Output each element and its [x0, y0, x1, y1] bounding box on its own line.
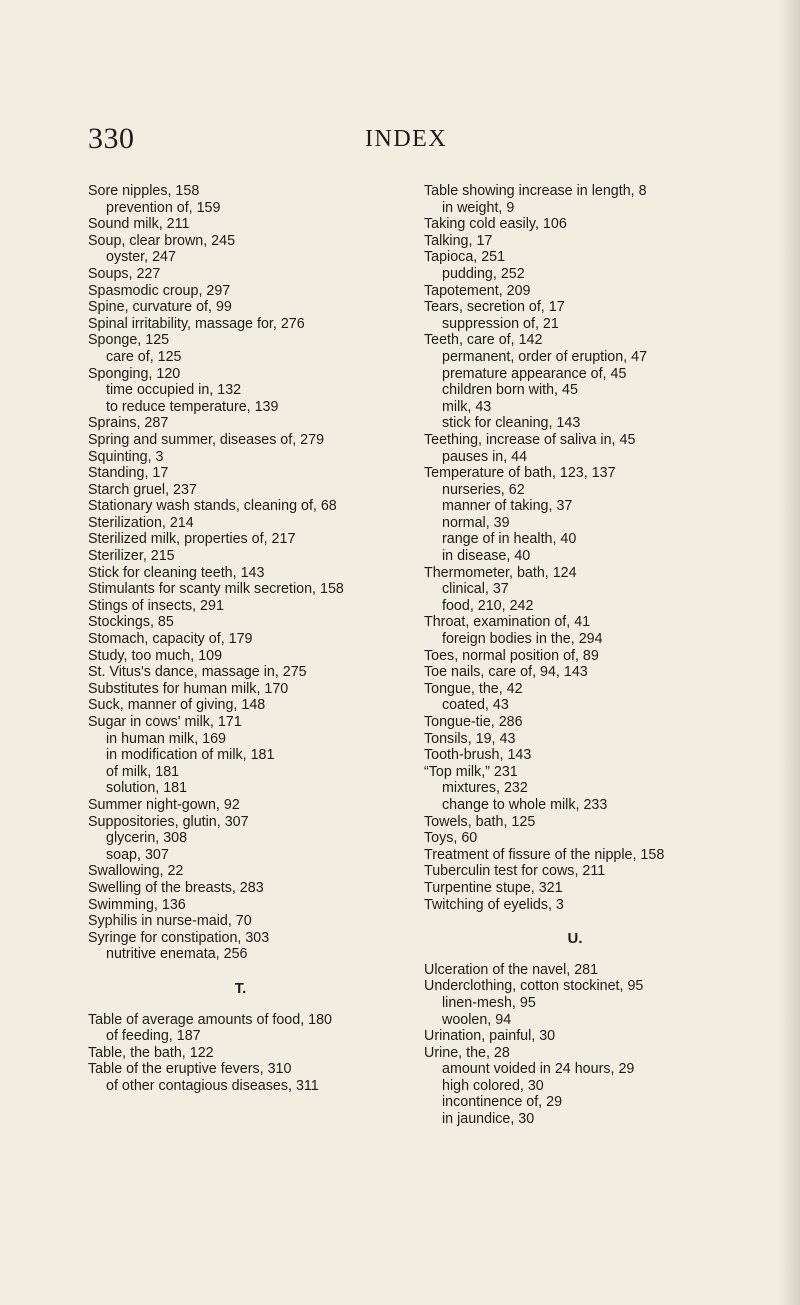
index-entry: Swelling of the breasts, 283 [88, 879, 264, 896]
index-subentry: milk, 43 [442, 398, 492, 415]
index-subentry: glycerin, 308 [106, 830, 188, 847]
index-subentry: care of, 125 [106, 348, 182, 365]
index-entry: Stick for cleaning teeth, 143 [88, 564, 265, 581]
index-entry: Spine, curvature of, 99 [88, 299, 232, 316]
index-entry: Urine, the, 28 [424, 1044, 510, 1061]
index-entry: Treatment of fissure of the nipple, 158 [424, 846, 665, 863]
index-entry: Toes, normal position of, 89 [424, 647, 599, 664]
index-entry: “Top milk,” 231 [424, 763, 518, 780]
index-entry: St. Vitus's dance, massage in, 275 [88, 664, 307, 681]
index-entry: Sore nipples, 158 [88, 183, 200, 199]
index-column-right [424, 183, 726, 1128]
index-entry: Urination, painful, 30 [424, 1028, 556, 1045]
index-entry: Study, too much, 109 [88, 647, 223, 664]
index-subentry: prevention of, 159 [106, 199, 221, 216]
index-subentry: food, 210, 242 [442, 597, 534, 614]
index-entry: Stationary wash stands, cleaning of, 68 [88, 498, 337, 515]
index-entry: Tapotement, 209 [424, 282, 531, 299]
index-entry: Teething, increase of saliva in, 45 [424, 431, 636, 448]
index-subentry: soap, 307 [106, 846, 169, 863]
index-entry: Stomach, capacity of, 179 [88, 631, 253, 648]
index-entry: Tongue, the, 42 [424, 680, 523, 697]
index-entry: Tooth-brush, 143 [424, 747, 532, 764]
index-subentry: in disease, 40 [442, 548, 531, 565]
index-entry: Towels, bath, 125 [424, 813, 536, 830]
index-entry: Throat, examination of, 41 [424, 614, 591, 631]
index-entry: Sterilizer, 215 [88, 548, 175, 565]
index-subentry: children born with, 45 [442, 382, 578, 399]
index-entry: Squinting, 3 [88, 448, 164, 465]
index-subentry: in modification of milk, 181 [106, 747, 275, 764]
index-entry: Sprains, 287 [88, 415, 169, 432]
index-subentry: linen-mesh, 95 [442, 994, 536, 1011]
index-entry: Substitutes for human milk, 170 [88, 680, 289, 697]
running-head: INDEX [365, 126, 448, 152]
index-entry: Table of the eruptive fevers, 310 [88, 1061, 292, 1078]
section-letter: U. [567, 930, 583, 948]
index-subentry: in weight, 9 [442, 199, 515, 216]
index-entry: Talking, 17 [424, 232, 493, 249]
index-subentry: premature appearance of, 45 [442, 365, 627, 382]
index-entry: Toe nails, care of, 94, 143 [424, 664, 588, 681]
index-subentry: in human milk, 169 [106, 730, 226, 747]
index-entry: Tuberculin test for cows, 211 [424, 863, 606, 880]
index-entry: Stings of insects, 291 [88, 597, 224, 614]
index-subentry: nurseries, 62 [442, 481, 525, 498]
index-subentry: normal, 39 [442, 514, 510, 531]
index-entry: Syringe for constipation, 303 [88, 929, 270, 946]
index-entry: Ulceration of the navel, 281 [424, 961, 599, 978]
index-entry: Teeth, care of, 142 [424, 332, 543, 349]
index-entry: Sterilization, 214 [88, 514, 194, 531]
index-entry: Sponge, 125 [88, 332, 170, 349]
index-entry: Suppositories, glutin, 307 [88, 813, 249, 830]
index-entry: Sound milk, 211 [88, 216, 190, 233]
page-number: 330 [88, 122, 135, 155]
index-entry: Soup, clear brown, 245 [88, 232, 236, 249]
index-subentry: oyster, 247 [106, 249, 176, 266]
index-subentry: foreign bodies in the, 294 [442, 631, 603, 648]
index-entry: Soups, 227 [88, 265, 161, 282]
index-entry: Swimming, 136 [88, 896, 186, 913]
index-entry: Table of average amounts of food, 180 [88, 1011, 333, 1028]
index-entry: Tongue-tie, 286 [424, 714, 523, 730]
index-subentry: solution, 181 [106, 780, 188, 797]
index-subentry: mixtures, 232 [442, 780, 528, 797]
index-entry: Stimulants for scanty milk secretion, 158 [88, 581, 344, 598]
index-entry: Summer night-gown, 92 [88, 796, 240, 813]
index-column-left [88, 183, 393, 1094]
index-entry: Sugar in cows' milk, 171 [88, 714, 242, 730]
index-subentry: of milk, 181 [106, 763, 180, 780]
index-subentry: of other contagious diseases, 311 [106, 1077, 319, 1094]
index-entry: Taking cold easily, 106 [424, 216, 567, 233]
index-entry: Tears, secretion of, 17 [424, 299, 565, 316]
index-entry: Starch gruel, 237 [88, 481, 197, 498]
index-subentry: to reduce temperature, 139 [106, 398, 279, 415]
index-entry: Syphilis in nurse-maid, 70 [88, 913, 252, 930]
index-subentry: clinical, 37 [442, 581, 509, 598]
index-subentry: change to whole milk, 233 [442, 796, 608, 813]
index-entry: Underclothing, cotton stockinet, 95 [424, 978, 644, 995]
index-entry: Standing, 17 [88, 465, 169, 482]
section-letter: T. [234, 979, 247, 997]
index-subentry: stick for cleaning, 143 [442, 415, 581, 432]
index-entry: Table showing increase in length, 8 [424, 183, 647, 199]
index-subentry: amount voided in 24 hours, 29 [442, 1061, 635, 1078]
index-subentry: range of in health, 40 [442, 531, 577, 548]
index-subentry: in jaundice, 30 [442, 1111, 535, 1128]
index-entry: Suck, manner of giving, 148 [88, 697, 266, 714]
index-entry: Sponging, 120 [88, 365, 181, 382]
index-subentry: incontinence of, 29 [442, 1094, 563, 1111]
page-header [0, 122, 800, 162]
index-subentry: woolen, 94 [442, 1011, 512, 1028]
index-subentry: time occupied in, 132 [106, 382, 242, 399]
index-subentry: pudding, 252 [442, 265, 525, 282]
index-subentry: suppression of, 21 [442, 315, 559, 332]
index-entry: Toys, 60 [424, 830, 478, 847]
index-entry: Spinal irritability, massage for, 276 [88, 315, 305, 332]
index-entry: Table, the bath, 122 [88, 1044, 214, 1061]
index-subentry: manner of taking, 37 [442, 498, 573, 515]
index-subentry: of feeding, 187 [106, 1028, 201, 1045]
index-entry: Temperature of bath, 123, 137 [424, 465, 616, 482]
index-entry: Spasmodic croup, 297 [88, 282, 231, 299]
index-subentry: permanent, order of eruption, 47 [442, 348, 648, 365]
index-entry: Swallowing, 22 [88, 863, 184, 880]
page-edge-shadow [778, 0, 800, 1305]
index-entry: Turpentine stupe, 321 [424, 879, 563, 896]
index-entry: Stockings, 85 [88, 614, 174, 631]
index-entry: Spring and summer, diseases of, 279 [88, 431, 325, 448]
index-entry: Twitching of eyelids, 3 [424, 896, 564, 913]
index-subentry: high colored, 30 [442, 1077, 544, 1094]
index-entry: Thermometer, bath, 124 [424, 564, 577, 581]
index-entry: Tonsils, 19, 43 [424, 730, 516, 747]
index-subentry: nutritive enemata, 256 [106, 946, 248, 963]
index-entry: Tapioca, 251 [424, 249, 506, 266]
index-subentry: coated, 43 [442, 697, 509, 714]
index-subentry: pauses in, 44 [442, 448, 528, 465]
index-entry: Sterilized milk, properties of, 217 [88, 531, 296, 548]
